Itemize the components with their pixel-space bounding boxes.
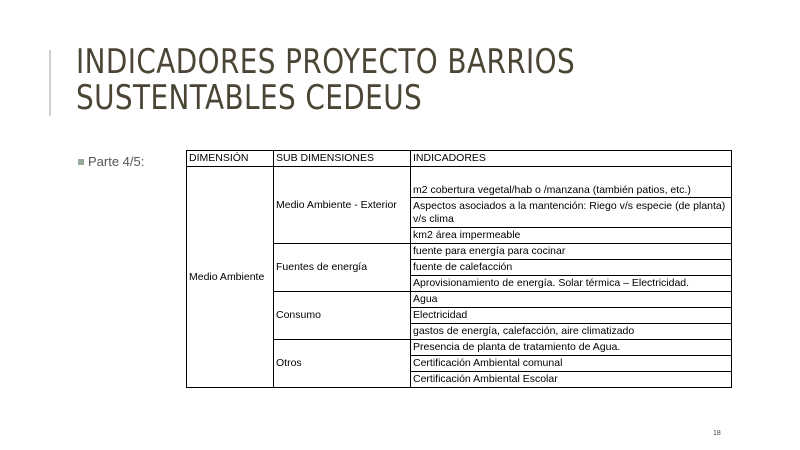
bullet-text: Parte 4/5: [88,154,145,169]
indicator-cell: fuente de calefacción [411,260,732,276]
header-sub-dimensions: SUB DIMENSIONES [274,151,411,167]
indicators-table [186,150,732,388]
indicator-cell: Presencia de planta de tratamiento de Agua. [411,340,732,356]
indicator-cell: gastos de energía, calefacción, aire climatizado [411,324,732,340]
indicator-cell: Agua [411,292,732,308]
sub-dimension-cell: Consumo [274,292,411,340]
sub-dimension-cell: Otros [274,340,411,388]
indicator-cell: Aspectos asociados a la mantención: Riego v/s especie (de planta) v/s clima [411,198,732,228]
indicator-cell: km2 área impermeable [411,228,732,244]
table-header-row [187,151,732,167]
header-indicators: INDICADORES [411,151,732,167]
sub-dimension-cell: Fuentes de energía [274,244,411,292]
indicator-cell: m2 cobertura vegetal/hab o /manzana (también patios, etc.) [411,167,732,198]
title-accent-line [49,50,51,116]
page-number: 18 [713,430,721,437]
indicator-cell: Aprovisionamiento de energía. Solar térmica – Electricidad. [411,276,732,292]
indicator-cell: Certificación Ambiental comunal [411,356,732,372]
bullet-item [78,154,144,169]
sub-dimension-cell: Medio Ambiente - Exterior [274,167,411,244]
dimension-cell: Medio Ambiente [187,167,274,388]
table-row [187,167,732,198]
indicator-cell: Electricidad [411,308,732,324]
bullet-square-icon [78,159,84,165]
indicator-cell: Certificación Ambiental Escolar [411,372,732,388]
header-dimension: DIMENSIÓN [187,151,274,167]
slide-title: INDICADORES PROYECTO BARRIOS SUSTENTABLES CEDEUS [76,42,576,118]
indicator-cell: fuente para energía para cocinar [411,244,732,260]
